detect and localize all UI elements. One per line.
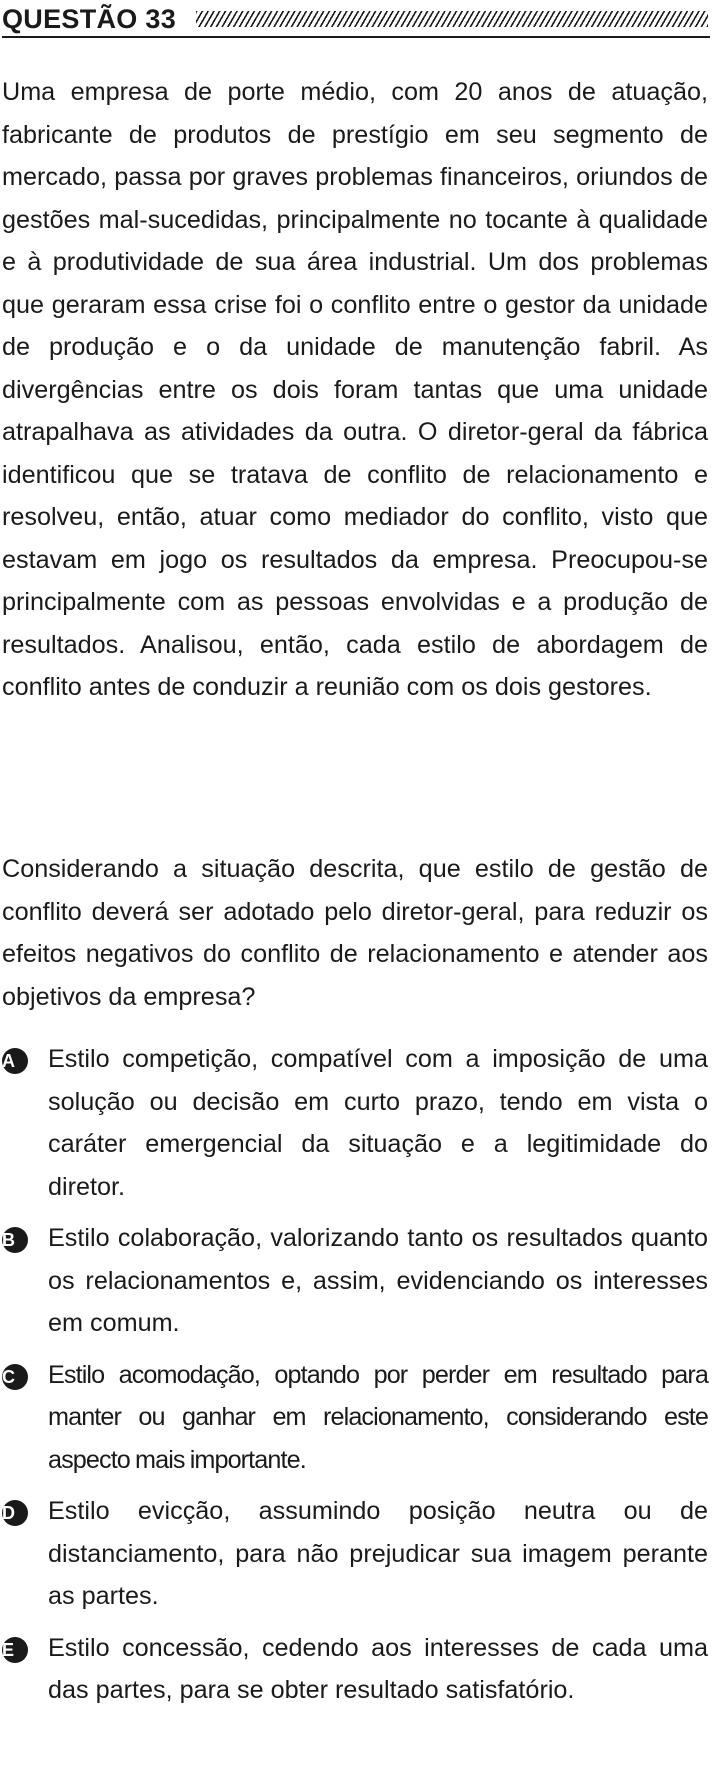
question-header bbox=[2, 2, 710, 38]
option-a[interactable] bbox=[2, 1038, 708, 1208]
option-c-text: Estilo acomodação, optando por perder em resultado para manter ou ganhar em relacionamento, considerando este aspecto mais importante. bbox=[48, 1360, 708, 1474]
answer-options bbox=[2, 1038, 708, 1712]
option-e[interactable] bbox=[2, 1627, 708, 1712]
option-a-letter-icon: A bbox=[2, 1048, 28, 1074]
question-prompt: Considerando a situação descrita, que estilo de gestão de conflito deverá ser adotado pelo diretor-geral, para reduzir os efeitos negativos do conflito de relacionamento e atender aos objetivos da empresa? bbox=[2, 855, 708, 1011]
option-d-letter-icon: D bbox=[2, 1500, 28, 1526]
question-stem: Uma empresa de porte médio, com 20 anos de atuação, fabricante de produtos de prestígio em seu segmento de mercado, passa por graves problemas financeiros, oriundos de gestões mal-sucedidas, principalmente no tocante à qualidade e à produtividade de sua área industrial. Um dos problemas que geraram essa crise foi o conflito entre o gestor da unidade de produção e o da unidade de manutenção fabril. As divergências entre os dois foram tantas que uma unidade atrapalhava as atividades da outra. O diretor-geral da fábrica identificou que se tratava de conflito de relacionamento e resolveu, então, atuar como mediador do conflito, visto que estavam em jogo os resultados da empresa. Preocupou-se principalmente com as pessoas envolvidas e a produção de resultados. Analisou, então, cada estilo de abordagem de conflito antes de conduzir a reunião com os dois gestores. bbox=[2, 78, 708, 701]
option-b-letter-icon: B bbox=[2, 1227, 28, 1253]
option-a-text: Estilo competição, compatível com a imposição de uma solução ou decisão em curto prazo, tendo em vista o caráter emergencial da situação e a legitimidade do diretor. bbox=[48, 1045, 708, 1201]
question-number: QUESTÃO 33 bbox=[2, 4, 177, 34]
header-hatch-decoration bbox=[196, 11, 708, 27]
option-d[interactable] bbox=[2, 1490, 708, 1618]
option-c-letter-icon: C bbox=[2, 1364, 28, 1390]
option-b[interactable] bbox=[2, 1217, 708, 1345]
option-e-text: Estilo concessão, cedendo aos interesses de cada uma das partes, para se obter resultado satisfatório. bbox=[48, 1633, 708, 1704]
option-b-text: Estilo colaboração, valorizando tanto os resultados quanto os relacionamentos e, assim, evidenciando os interesses em comum. bbox=[48, 1224, 708, 1337]
option-d-text: Estilo evicção, assumindo posição neutra ou de distanciamento, para não prejudicar sua imagem perante as partes. bbox=[48, 1497, 708, 1610]
option-c[interactable] bbox=[2, 1354, 708, 1482]
option-e-letter-icon: E bbox=[2, 1637, 28, 1663]
